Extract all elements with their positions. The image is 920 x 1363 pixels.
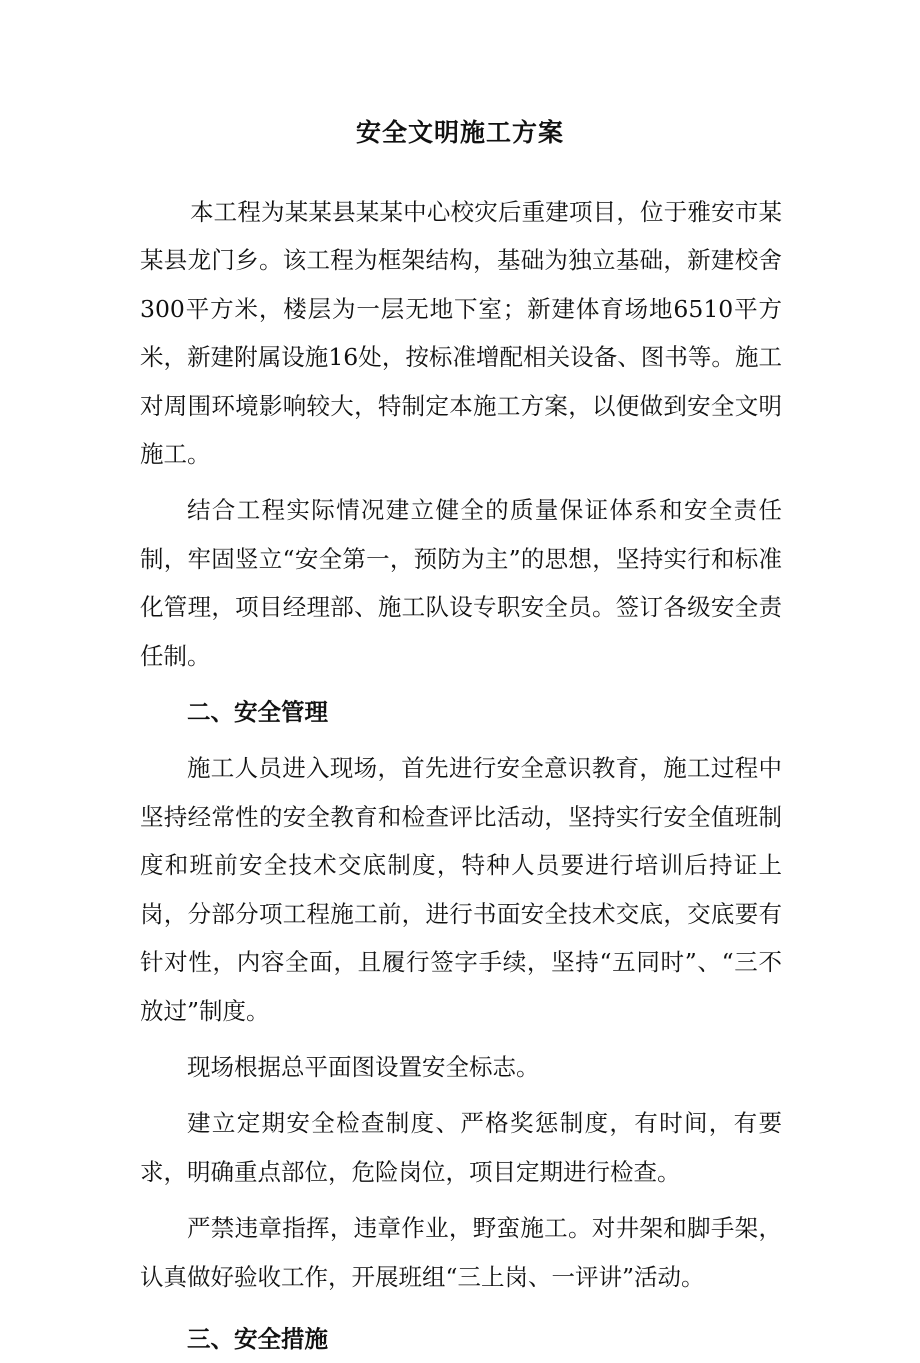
safety-management-paragraph-4: 严禁违章指挥，违章作业，野蛮施工。对井架和脚手架，认真做好验收工作，开展班组“三上岗、一评讲”活动。 bbox=[140, 1214, 782, 1291]
document-title: 安全文明施工方案 bbox=[355, 118, 564, 147]
safety-management-paragraph-1: 施工人员进入现场，首先进行安全意识教育，施工过程中坚持经常性的安全教育和检查评比活动，坚持实行安全值班制度和班前安全技术交底制度，特种人员要进行培训后持证上岗，分部分项工程施工前，进行书面安全技术交底，交底要有针对性，内容全面，且履行签字手续，坚持“五同时”、“三不放过”制度。 bbox=[140, 754, 782, 1025]
intro-paragraph-2: 结合工程实际情况建立健全的质量保证体系和安全责任制，牢固竖立“安全第一，预防为主”的思想，坚持实行和标准化管理，项目经理部、施工队设专职安全员。签订各级安全责任制。 bbox=[140, 496, 782, 670]
safety-management-paragraph-3: 建立定期安全检查制度、严格奖惩制度，有时间，有要求，明确重点部位，危险岗位，项目定期进行检查。 bbox=[140, 1109, 782, 1186]
intro-paragraph-1: 本工程为某某县某某中心校灾后重建项目，位于雅安市某某县龙门乡。该工程为框架结构，基础为独立基础，新建校舍300平方米，楼层为一层无地下室；新建体育场地6510平方米，新建附属设施16处，按标准增配相关设备、图书等。施工对周围环境影响较大，特制定本施工方案，以便做到安全文明施工。 bbox=[140, 198, 782, 469]
section-heading-safety-measures: 三、安全措施 bbox=[187, 1324, 328, 1353]
safety-management-paragraph-2: 现场根据总平面图设置安全标志。 bbox=[187, 1052, 540, 1081]
document-body bbox=[140, 188, 782, 1363]
section-heading-safety-management: 二、安全管理 bbox=[187, 698, 328, 727]
